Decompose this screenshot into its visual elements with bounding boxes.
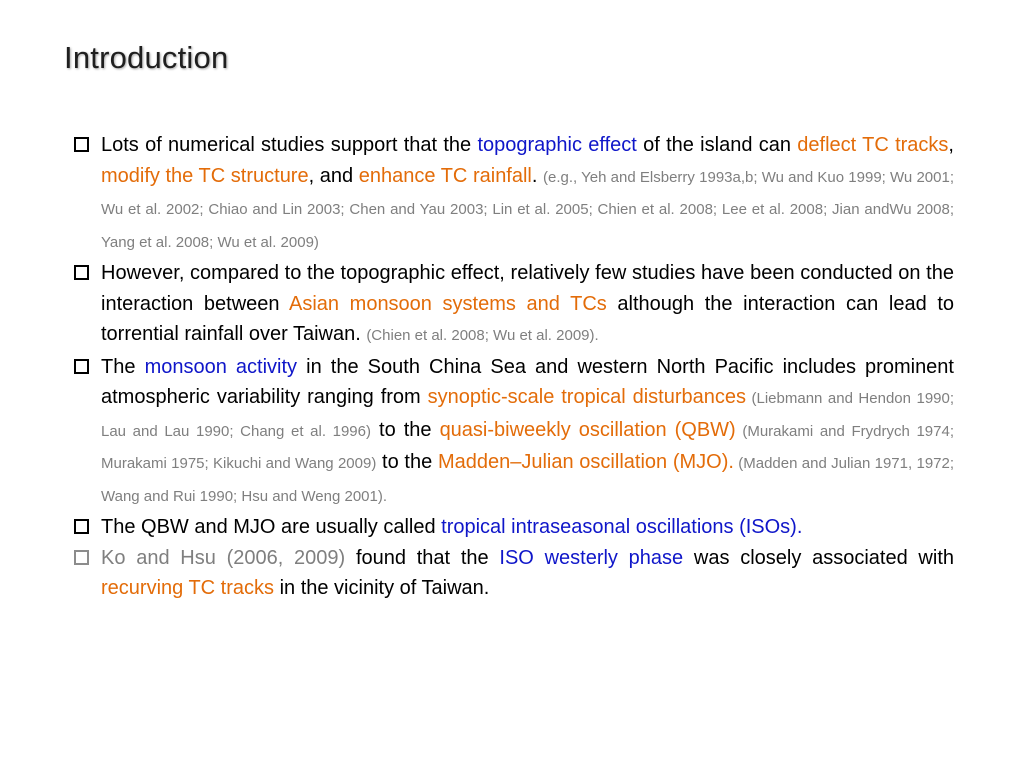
bullet-item-monsoon-interaction: [74, 258, 954, 352]
bullet-item-monsoon-activity: [74, 352, 954, 513]
citation: (Chien et al. 2008; Wu et al. 2009).: [366, 327, 599, 344]
bullet-text: of the island can: [636, 134, 798, 156]
bullet-text: However, compared to the topographic effect, relatively few studies have been conducted on the interaction between: [101, 262, 954, 315]
highlight-term: Asian monsoon systems and TCs: [289, 292, 607, 315]
bullet-text: Lots of numerical studies support that the: [101, 134, 478, 156]
citation: (Murakami and Frydrych 1974; Murakami 1975; Kikuchi and Wang 2009): [101, 422, 954, 472]
hollow-square-icon: [74, 550, 89, 565]
highlight-term: ISO westerly phase: [499, 546, 684, 569]
hollow-square-icon: [74, 519, 89, 534]
hollow-square-icon: [74, 359, 89, 374]
citation: (e.g., Yeh and Elsberry 1993a,b; Wu and Kuo 1999; Wu 2001; Wu et al. 2002; Chiao and Lin 2003; Chen and Yau 2003; Lin et al. 2005; Chien et al. 2008; Lee et al. 2008; Jian andWu 2008; Yang et al. 2008; Wu et al. 2009): [101, 168, 955, 251]
hollow-square-icon: [74, 265, 89, 280]
highlight-term: deflect TC tracks: [797, 134, 949, 156]
highlight-term: monsoon activity: [144, 355, 298, 378]
bullet-text: ,: [948, 134, 954, 156]
highlight-term: modify the TC structure: [101, 164, 309, 187]
bullet-text: although the interaction can lead to torrential rainfall over Taiwan.: [101, 292, 954, 345]
bullet-text: to the: [371, 418, 440, 441]
highlight-term: Madden–Julian oscillation (MJO).: [437, 451, 734, 473]
highlight-term: recurving TC tracks: [101, 577, 275, 599]
bullet-text: in the South China Sea and western North Pacific includes prominent atmospheric variability ranging from: [101, 355, 954, 408]
bullet-text: .: [531, 164, 544, 187]
bullet-text: , and: [308, 164, 359, 187]
highlight-term: enhance TC rainfall: [358, 164, 532, 187]
citation: (Liebmann and Hendon 1990; Lau and Lau 1990; Chang et al. 1996): [101, 390, 955, 440]
bullet-text: The: [101, 355, 145, 378]
hollow-square-icon: [74, 137, 89, 152]
citation-authors: Ko and Hsu (2006, 2009): [101, 546, 346, 569]
highlight-term: topographic effect: [477, 134, 637, 156]
citation: (Madden and Julian 1971, 1972; Wang and Rui 1990; Hsu and Weng 2001).: [101, 455, 955, 505]
bullet-text: was closely associated with: [683, 546, 955, 569]
bullet-list: [74, 130, 954, 604]
slide-title: Introduction: [64, 40, 229, 75]
bullet-item-ko-hsu: [74, 543, 954, 604]
highlight-term: tropical intraseasonal oscillations (ISOs).: [441, 516, 803, 538]
bullet-text: to the: [376, 451, 438, 473]
highlight-term: synoptic-scale tropical disturbances: [427, 386, 746, 408]
bullet-text: found that the: [345, 546, 500, 569]
bullet-item-topography: [74, 130, 954, 258]
highlight-term: quasi-biweekly oscillation (QBW): [439, 418, 736, 441]
bullet-text: in the vicinity of Taiwan.: [274, 577, 490, 599]
bullet-text: The QBW and MJO are usually called: [101, 516, 442, 538]
bullet-item-isos: [74, 512, 954, 543]
